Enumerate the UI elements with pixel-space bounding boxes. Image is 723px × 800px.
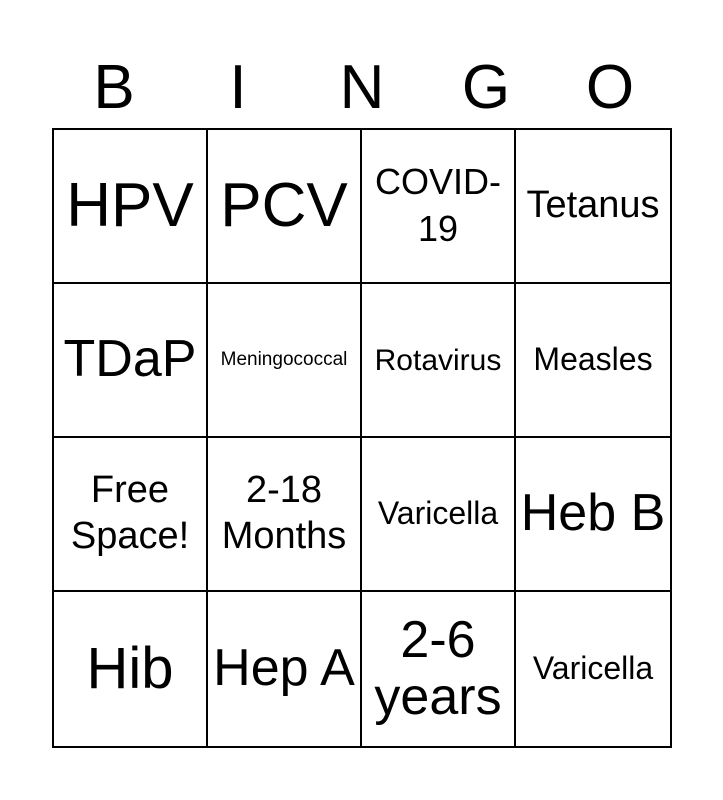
bingo-cell-5[interactable]: [54, 284, 208, 438]
bingo-cell-16[interactable]: [516, 592, 670, 746]
bingo-cell-7[interactable]: [362, 284, 516, 438]
bingo-cell-8[interactable]: [516, 284, 670, 438]
bingo-cell-11[interactable]: [362, 438, 516, 592]
cell-text: Varicella: [377, 495, 499, 532]
bingo-cell-12[interactable]: [516, 438, 670, 592]
bingo-cell-3[interactable]: [362, 130, 516, 284]
header-letter-o: O: [585, 53, 635, 122]
cell-text: PCV: [220, 171, 348, 241]
cell-text: Meningococcal: [220, 348, 348, 370]
bingo-cell-6[interactable]: [208, 284, 362, 438]
cell-text: COVID-19: [375, 161, 501, 249]
cell-text: 2-6 years: [374, 610, 502, 726]
header-letter-g: G: [461, 53, 511, 122]
bingo-cell-15[interactable]: [362, 592, 516, 746]
cell-text: TDaP: [63, 330, 197, 389]
header-letter-b: B: [93, 53, 135, 122]
cell-text: Hep A: [213, 639, 355, 698]
cell-text: 2-18 Months: [221, 469, 347, 557]
bingo-cell-14[interactable]: [208, 592, 362, 746]
cell-text: Free Space!: [70, 469, 190, 557]
bingo-cell-13[interactable]: [54, 592, 208, 746]
cell-text: Varicella: [532, 650, 654, 687]
bingo-cell-1[interactable]: [54, 130, 208, 284]
header-letter-i: I: [229, 53, 247, 122]
bingo-cell-10[interactable]: [208, 438, 362, 592]
cell-text: HPV: [66, 171, 194, 241]
bingo-cell-4[interactable]: [516, 130, 670, 284]
bingo-cell-9[interactable]: [54, 438, 208, 592]
cell-text: Tetanus: [526, 184, 660, 227]
cell-text: Heb B: [520, 484, 666, 543]
bingo-board: [52, 128, 672, 748]
cell-text: Measles: [533, 341, 653, 378]
bingo-header: [52, 48, 672, 128]
bingo-cell-2[interactable]: [208, 130, 362, 284]
cell-text: Hib: [86, 636, 174, 702]
cell-text: Rotavirus: [374, 343, 502, 377]
header-letter-n: N: [339, 53, 385, 122]
